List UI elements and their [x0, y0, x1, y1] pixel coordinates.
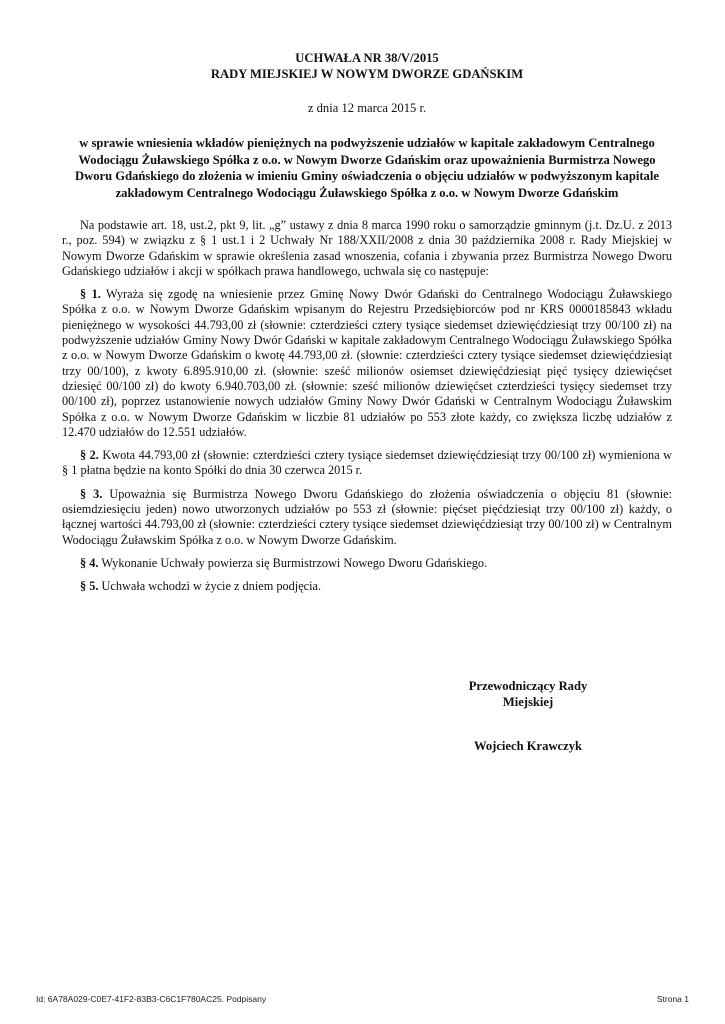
section-text: Upoważnia się Burmistrza Nowego Dworu Gdańskiego do złożenia oświadczenia o objęciu 81 (słownie: osiemdziesięciu jeden) nowo utworzonych udziałów po 553 zł (słownie: pięćset pięćdziesiąt trzy 00/100 zł) każdy, o łącznej wartości 44.793,00 zł (słownie: czterdzieści cztery tysiące siedemset dziewięćdziesiąt trzy 00/100 zł) w Centralnym Wodociągu Żuławskim Spółka z o.o. w Nowym Dworze Gdańskim. [62, 486, 673, 547]
legal-basis-paragraph: Na podstawie art. 18, ust.2, pkt 9, lit. „g” ustawy z dnia 8 marca 1990 roku o samorządzie gminnym (j.t. Dz.U. z 2013 r., poz. 594) w związku z § 1 ust.1 i 2 Uchwały Nr 188/XXII/2008 z dnia 30 października 2008 r. Rady Miejskiej w Nowym Dworze Gdańskim w sprawie określenia zasad wnoszenia, cofania i zbywania przez Burmistrza Nowego Dworu Gdańskiego udziałów i akcji w spółkach prawa handlowego, uchwala się co następuje: [62, 218, 672, 278]
section-number: § 4. [80, 555, 99, 570]
section-number: § 2. [80, 448, 99, 463]
resolution-number: UCHWAŁA NR 38/V/2015 [295, 51, 439, 65]
section-1 [62, 287, 672, 440]
section-number: § 3. [80, 486, 103, 501]
council-name: RADY MIEJSKIEJ W NOWYM DWORZE GDAŃSKIM [210, 67, 524, 81]
section-2 [62, 448, 672, 479]
resolution-body [62, 218, 672, 595]
section-number: § 5. [80, 579, 99, 594]
section-number: § 1. [80, 287, 101, 302]
section-text: Kwota 44.793,00 zł (słownie: czterdzieści cztery tysiące siedemset dziewięćdziesiąt trzy 00/100 zł) wymieniona w § 1 płatna będzie na konto Spółki do dnia 30 czerwca 2015 r. [62, 448, 673, 478]
section-text: Wyraża się zgodę na wniesienie przez Gminę Nowy Dwór Gdański do Centralnego Wodociągu Żuławskiego Spółka z o.o. w Nowym Dworze Gdańskim wpisanym do Rejestru Przedsiębiorców pod nr KRS 0000185843 wkładu pieniężnego w wysokości 44.793,00 zł (słownie: czterdzieści cztery tysiące siedemset dziewięćdziesiąt trzy 00/100 zł) na podwyższenie udziałów Gminy Nowy Dwór Gdański w kapitale zakładowym Centralnego Wodociągu Żuławskiego Spółka z o.o. w Nowym Dworze Gdańskim o kwotę 44.793,00 zł. (słownie: czterdzieści cztery tysiące siedemset dziewięćdziesiąt trzy 00/100), z kwoty 6.895.910,00 zł. (słownie: sześć milionów osiemset dziewięćdziesiąt pięć tysięcy dziewięćset dziesięć 00/100 zł) do kwoty 6.940.703,00 zł. (słownie: sześć milionów dziewięćset czterdzieści tysięcy siedemset trzy 00/100 zł), poprzez ustanowienie nowych udziałów Gminy Nowy Dwór Gdański w Centralnym Wodociągu Żuławskim Spółka z o.o. w Nowym Dworze Gdańskim w liczbie 81 udziałów po 553 złote każdy, co zwiększa liczbę udziałów z 12.470 udziałów do 12.551 udziałów. [62, 287, 672, 439]
section-text: Wykonanie Uchwały powierza się Burmistrzowi Nowego Dworu Gdańskiego. [101, 555, 488, 570]
page-number: Strona 1 [656, 994, 689, 1004]
resolution-subject: w sprawie wniesienia wkładów pieniężnych na podwyższenie udziałów w kapitale zakładowym Centralnego Wodociągu Żuławskiego Spółka z o.o. w Nowym Dworze Gdańskim oraz upoważnienia Burmistrza Nowego Dworu Gdańskiego do złożenia w imieniu Gminy oświadczenia o objęciu udziałów w podwyższonym kapitale zakładowym Centralnego Wodociągu Żuławskiego Spółka z o.o. w Nowym Dworze Gdańskim [75, 136, 659, 200]
signatory-role-line2: Miejskiej [502, 695, 554, 709]
section-4 [62, 556, 672, 571]
section-5 [62, 579, 672, 594]
section-text: Uchwała wchodzi w życie z dniem podjęcia. [101, 579, 322, 594]
document-id: Id: 6A78A029-C0E7-41F2-83B3-C6C1F780AC25. Podpisany [36, 994, 267, 1004]
section-3 [62, 487, 672, 548]
resolution-date: z dnia 12 marca 2015 r. [307, 101, 427, 115]
signatory-role-line1: Przewodniczący Rady [468, 679, 588, 693]
signatory-role [448, 678, 608, 710]
document-page [62, 50, 672, 603]
signatory-name: Wojciech Krawczyk [473, 739, 583, 753]
